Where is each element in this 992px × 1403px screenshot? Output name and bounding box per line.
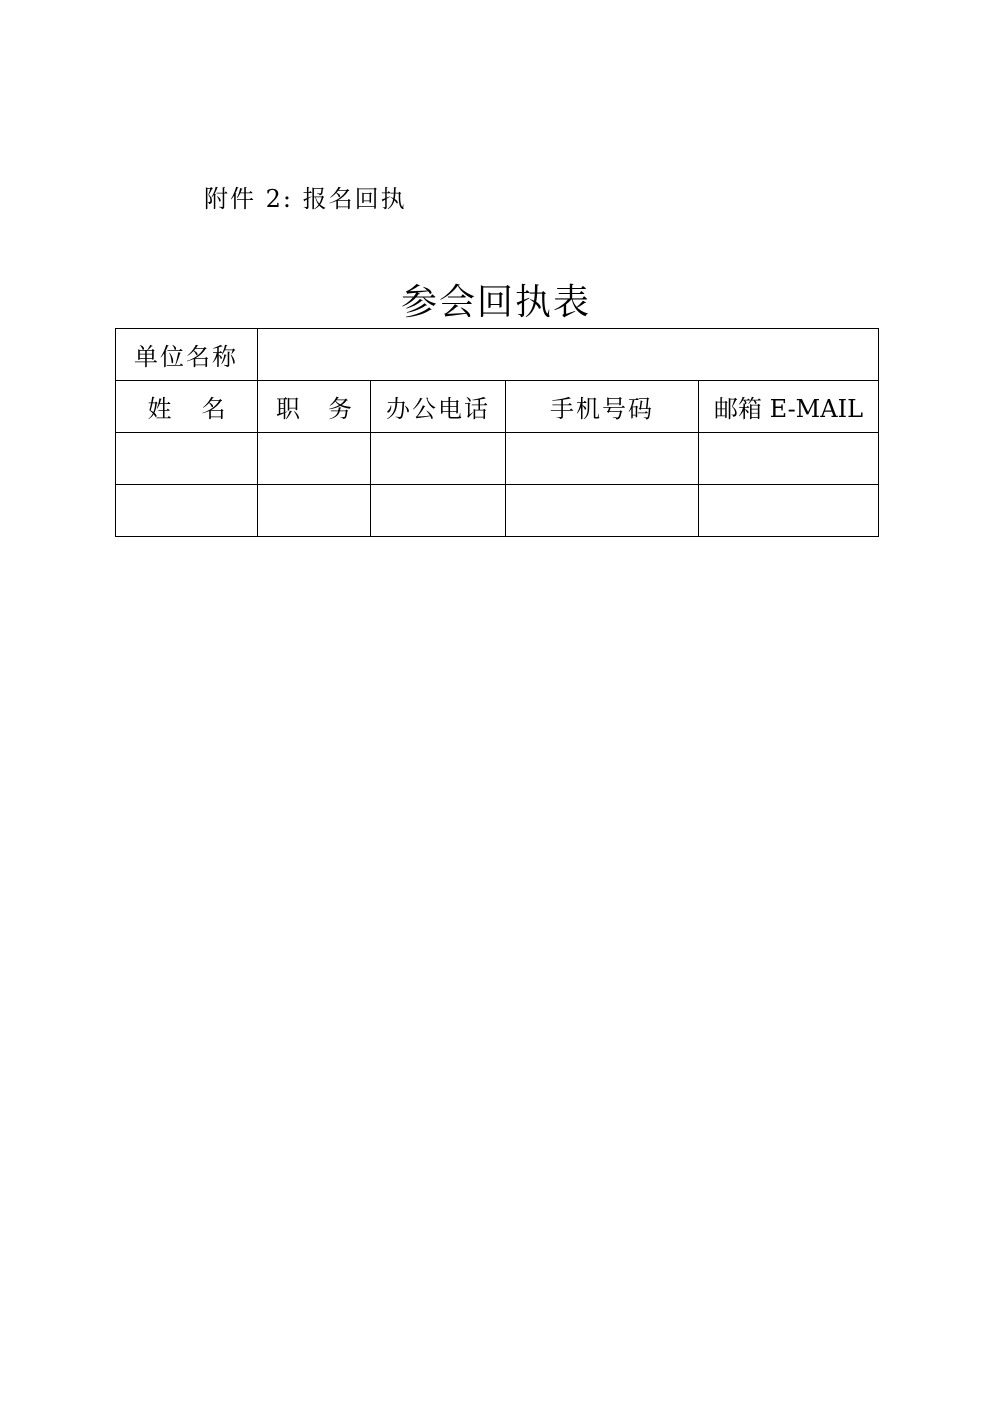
cell-office-phone[interactable] bbox=[371, 433, 506, 485]
cell-name[interactable] bbox=[116, 433, 258, 485]
header-office-phone: 办公电话 bbox=[371, 381, 506, 433]
unit-name-label: 单位名称 bbox=[116, 329, 258, 381]
header-position-second: 务 bbox=[328, 395, 352, 423]
cell-mobile-number[interactable] bbox=[506, 433, 699, 485]
header-position-first: 职 bbox=[276, 395, 300, 423]
header-position bbox=[258, 381, 371, 433]
cell-name[interactable] bbox=[116, 485, 258, 537]
unit-row bbox=[116, 329, 879, 381]
header-name-second: 名 bbox=[201, 395, 226, 423]
document-title: 参会回执表 bbox=[400, 282, 591, 323]
header-name bbox=[116, 381, 258, 433]
cell-office-phone[interactable] bbox=[371, 485, 506, 537]
cell-position[interactable] bbox=[258, 433, 371, 485]
cell-email[interactable] bbox=[699, 485, 879, 537]
header-row bbox=[116, 381, 879, 433]
unit-name-field[interactable] bbox=[258, 329, 879, 381]
registration-form-table bbox=[115, 328, 879, 537]
table-row bbox=[116, 485, 879, 537]
cell-mobile-number[interactable] bbox=[506, 485, 699, 537]
cell-position[interactable] bbox=[258, 485, 371, 537]
header-mobile-number: 手机号码 bbox=[506, 381, 699, 433]
header-name-first: 姓 bbox=[147, 395, 172, 423]
table-row bbox=[116, 433, 879, 485]
cell-email[interactable] bbox=[699, 433, 879, 485]
attachment-heading: 附件 2: 报名回执 bbox=[204, 185, 407, 213]
header-email: 邮箱 E-MAIL bbox=[699, 381, 879, 433]
